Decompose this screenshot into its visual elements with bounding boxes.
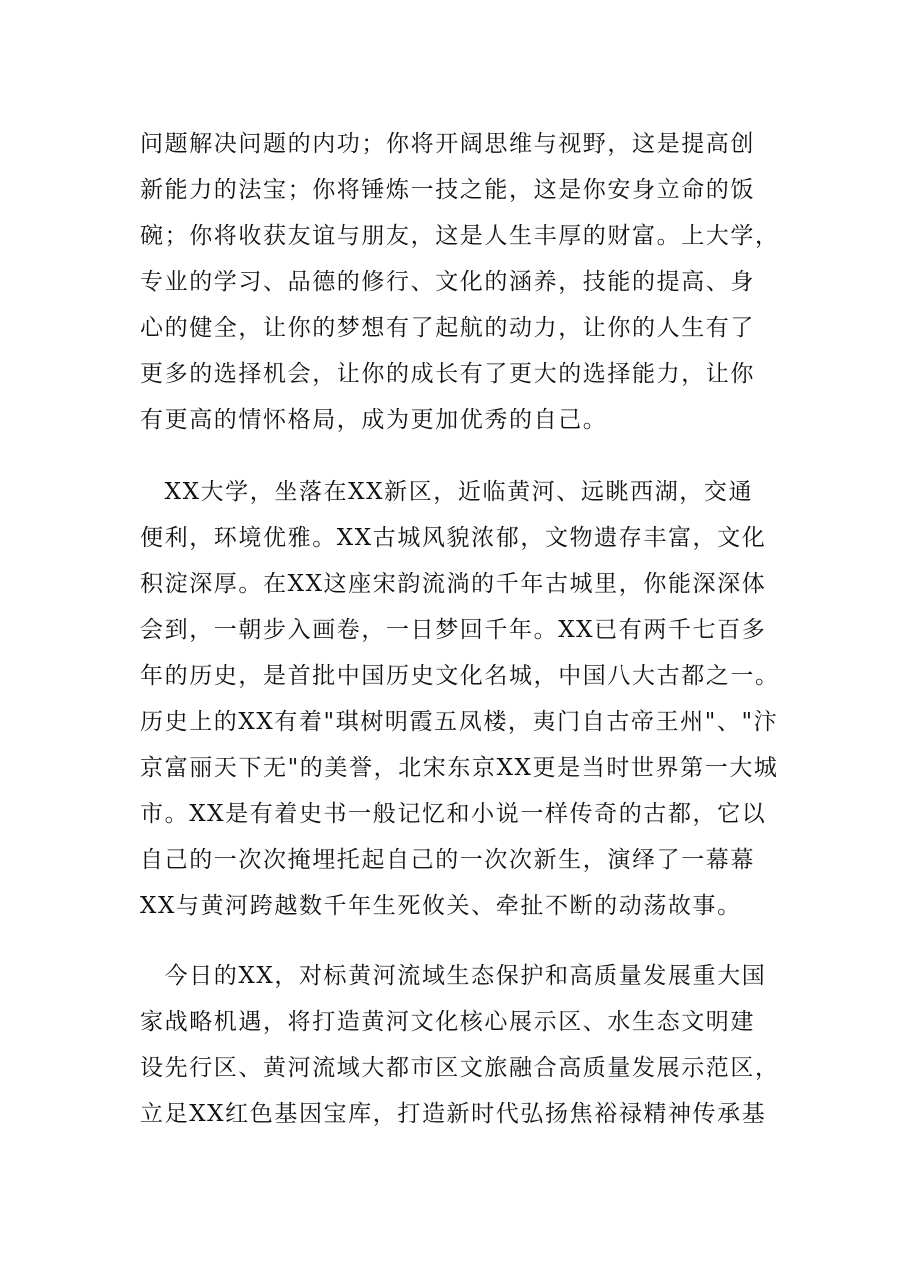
paragraph-line: 专业的学习、品德的修行、文化的涵养，技能的提高、身 [140,269,755,295]
paragraph-line: 便利，环境优雅。XX古城风貌浓郁，文物遗存丰富，文化 [140,525,767,551]
paragraph-line: 年的历史，是首批中国历史文化名城，中国八大古都之一。 [140,663,780,689]
paragraph-line: 历史上的XX有着"琪树明霞五凤楼，夷门自古帝王州"、"汴 [140,709,779,735]
paragraph-line: 会到，一朝步入画卷，一日梦回千年。XX已有两千七百多 [140,617,767,643]
paragraph-line: 今日的XX，对标黄河流域生态保护和高质量发展重大国 [140,963,767,989]
paragraph-line: 市。XX是有着史书一般记忆和小说一样传奇的古都，它以 [140,801,767,827]
paragraph-line: 有更高的情怀格局，成为更加优秀的自己。 [140,407,608,433]
paragraph-line: 自己的一次次掩埋托起自己的一次次新生，演绎了一幕幕 [140,847,755,873]
paragraph-line: 碗；你将收获友谊与朋友，这是人生丰厚的财富。上大学， [140,223,780,249]
paragraph-line: 京富丽天下无"的美誉，北宋东京XX更是当时世界第一大城 [140,755,779,781]
paragraph-2 [140,469,780,929]
paragraph-1 [140,121,780,443]
paragraph-3 [140,953,780,1137]
paragraph-line: 积淀深厚。在XX这座宋韵流淌的千年古城里，你能深深体 [140,571,767,597]
paragraph-line: 家战略机遇，将打造黄河文化核心展示区、水生态文明建 [140,1009,755,1035]
paragraph-line: 立足XX红色基因宝库，打造新时代弘扬焦裕禄精神传承基 [140,1101,767,1127]
paragraph-line: 设先行区、黄河流域大都市区文旅融合高质量发展示范区， [140,1055,780,1081]
paragraph-line: 问题解决问题的内功；你将开阔思维与视野，这是提高创 [140,131,755,157]
paragraph-line: 新能力的法宝；你将锤炼一技之能，这是你安身立命的饭 [140,177,755,203]
paragraph-line: 更多的选择机会，让你的成长有了更大的选择能力，让你 [140,361,755,387]
paragraph-line: XX大学，坐落在XX新区，近临黄河、远眺西湖，交通 [140,479,754,505]
paragraph-line: XX与黄河跨越数千年生死攸关、牵扯不断的动荡故事。 [140,893,742,919]
paragraph-line: 心的健全，让你的梦想有了起航的动力，让你的人生有了 [140,315,755,341]
